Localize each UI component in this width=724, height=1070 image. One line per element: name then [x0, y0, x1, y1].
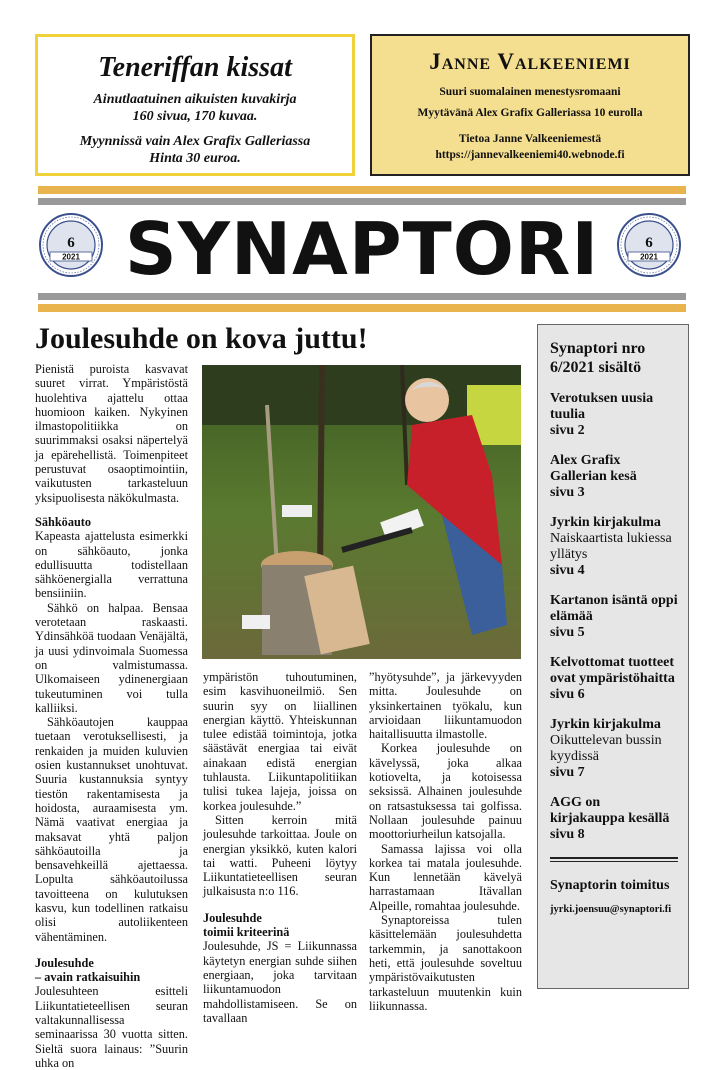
seal-right-icon: [616, 212, 682, 278]
article-column-1: [35, 362, 188, 1070]
paragraph: ”hyötysuhde”, ja järkevyyden mitta. Joulesuhde on yksinkertainen työkalu, kun arvioidaan liikuntamuodon haitallisuutta ilmastolle.: [369, 670, 522, 742]
sidebar-toimitus: Synaptorin toimitus: [550, 878, 670, 893]
contents-item-sub: Oikuttelevan bussin kyydissä: [550, 733, 662, 764]
ad-right-line2: Myytävänä Alex Grafix Galleriassa 10 eurolla: [417, 107, 643, 119]
contents-item-page-3[interactable]: [550, 453, 678, 501]
paragraph: ympäristön tuhoutuminen, esim kasvihuoneilmiö. Sen suurin syy on liiallinen energian käyttö. Yhteiskunnan tulee edistää toimintoja, jotka säästävät energiaa tai eivät ainakaan edistä energian tuhlausta. Liikuntapolitiikan tulisi tukea lajeja, joissa on korkea joulesuhde.”: [203, 670, 357, 813]
contents-item-page: sivu 5: [550, 625, 585, 640]
seal-right-year: 2021: [640, 252, 658, 262]
paragraph: Joulesuhteen esitteli Liikuntatieteellisen seuran valtakunnallisessa seminaarissa 30 vuotta sitten. Sieltä suora lainaus: ”Suurin uhka on: [35, 984, 188, 1070]
contents-item-page: sivu 3: [550, 485, 585, 500]
seal-left-year: 2021: [62, 252, 80, 262]
seal-right-number: 6: [645, 235, 653, 251]
contents-item-head: Jyrkin kirjakulma: [550, 717, 661, 732]
ad-teneriffan-kissat: [35, 34, 355, 176]
article-column-2: [203, 670, 357, 1025]
wood-chopping-photo-icon: [202, 365, 521, 659]
subheading-sahkoauto: Sähköauto: [35, 514, 92, 529]
contents-item-head: Verotuksen uusia tuulia: [550, 391, 654, 422]
stripe-gold-bottom: [38, 304, 686, 312]
paragraph: Sähköautojen kauppaa tuetaan verotuksellisesti, ja renkaiden ja muiden kuluvien osien kustannukset unohtuvat. Suuria kustannuksia syntyy tiestön rakentamisesta ja hoidosta, auraamisesta ym. Nämä vaativat energiaa ja maksavat yhtä paljon sähköautoilla ja bensavehkeillä ajettaessa. Lopulta sähköautoilussa tavoitteena on kulutuksen kasvu, kun todellinen ratkaisu olisi autoliikenteen vähentäminen.: [35, 715, 188, 944]
ad-left-line2: 160 sivua, 170 kuvaa.: [132, 109, 258, 124]
contents-item-page-6[interactable]: [550, 655, 678, 703]
paragraph: Kapeasta ajattelusta esimerkki on sähköauto, jonka edullisuutta todistellaan sähköenergialla verrattuna bensiiniin.: [35, 529, 188, 601]
paragraph: Korkea joulesuhde on kävelyssä, joka alkaa kotiovelta, ja kotoisessa seksissä. Alhainen joulesuhde on ratsastuksessa tai golfissa. Nollaan joulesuhde painuu moottoriurheilun katsojalla.: [369, 741, 522, 842]
stripe-gray-bottom: [38, 293, 686, 300]
sidebar-email-link[interactable]: jyrki.joensuu@synaptori.fi: [550, 904, 672, 915]
ad-left-line1: Ainutlaatuinen aikuisten kuvakirja: [93, 92, 297, 107]
contents-item-page-2[interactable]: [550, 391, 678, 439]
paragraph: Synaptoreissa tulen käsittelemään joulesuhdetta tarkemmin, ja sanottakoon heti, että joulesuhde soveltuu ympäristövaikutusten tarkasteluun muutenkin kuin liikunnassa.: [369, 913, 522, 1013]
ad-right-link[interactable]: https://jannevalkeeniemi40.webnode.fi: [435, 149, 625, 161]
subheading-line: Joulesuhde: [203, 910, 262, 925]
contents-item-page-4[interactable]: [550, 515, 678, 579]
sidebar-title: Synaptori nro 6/2021 sisältö: [550, 340, 646, 376]
contents-item-head: Jyrkin kirjakulma: [550, 515, 661, 530]
seal-left-icon: [38, 212, 104, 278]
contents-item-page: sivu 2: [550, 423, 585, 438]
contents-item-page: sivu 8: [550, 827, 585, 842]
masthead-title: SYNAPTORI: [124, 207, 600, 291]
subheading-line: Joulesuhde: [35, 955, 94, 970]
ad-janne-valkeeniemi: [370, 34, 690, 176]
subheading-kriteerina: [203, 911, 357, 940]
stripe-gray-top: [38, 198, 686, 205]
contents-item-page-8[interactable]: [550, 795, 678, 843]
paragraph: Sähkö on halpaa. Bensaa verotetaan raskaasti. Ydinsähköä tuodaan Venäjältä, ja uusi ydinvoimala Suomessa on valmistumassa. Ulkomaiseen ydinenergiaan tukeutuminen voi tulla kalliiksi.: [35, 600, 188, 715]
paragraph: Joulesuhde, JS = Liikunnassa käytetyn energian suhde siihen energiaan, joka tarvitaan liikuntamuodon mahdollistamiseen. Se on tavallaan: [203, 939, 357, 1025]
contents-item-page: sivu 6: [550, 687, 585, 702]
stripe-gold-top: [38, 186, 686, 194]
ad-left-line3: Myynnissä vain Alex Grafix Galleriassa: [79, 134, 311, 149]
contents-item-page-5[interactable]: [550, 593, 678, 641]
contents-item-page: sivu 7: [550, 765, 585, 780]
subheading-line: toimii kriteerinä: [203, 925, 290, 940]
subheading-joulesuhde: [35, 956, 188, 985]
article-headline: Joulesuhde on kova juttu!: [35, 322, 368, 355]
paragraph: Samassa lajissa voi olla korkea tai matala joulesuhde. Kun lennetään kävelyä harrastamaan Itävallan Alpeille, romahtaa joulesuhde.: [369, 841, 522, 913]
ad-right-title: Janne Valkeeniemi: [429, 49, 631, 74]
subheading-line: – avain ratkaisuihin: [35, 970, 141, 985]
seal-left-number: 6: [67, 235, 75, 251]
sidebar-divider: [550, 857, 678, 859]
contents-item-head: Alex Grafix Gallerian kesä: [550, 453, 637, 484]
article-photo: [202, 365, 521, 659]
paragraph: Pienistä puroista kasvavat suuret virrat. Ympäristöstä huolehtiva ajattelu ottaa huomioon kaiken. Nykyinen ilmastopolitiikka on suurimmaksi osaksi näpertelyä ja epärehellistä. Toimenpiteet perustuvat osaoptimointiin, vaikutusten tarkasteluun yksipuolisesta näkökulmasta.: [35, 362, 188, 505]
contents-item-head: Kartanon isäntä oppi elämää: [550, 593, 678, 624]
contents-item-page-7[interactable]: [550, 717, 678, 781]
sidebar-divider: [550, 861, 678, 862]
contents-sidebar: [537, 324, 689, 989]
contents-item-sub: Naiskaartista lukiessa yllätys: [550, 531, 672, 562]
article-column-3: [369, 670, 522, 1013]
contents-item-page: sivu 4: [550, 563, 585, 578]
ad-right-line3: Tietoa Janne Valkeeniemestä: [458, 133, 602, 145]
ad-left-title: Teneriffan kissat: [98, 52, 292, 83]
contents-item-head: AGG on kirjakauppa kesällä: [550, 795, 670, 826]
paragraph: Sitten kerroin mitä joulesuhde tarkoittaa. Joule on energian yksikkö, kuten kalori tai watti. Puheeni löytyy Liikuntatieteellisen seuran julkaisusta n:o 116.: [203, 812, 357, 899]
ad-left-line4: Hinta 30 euroa.: [149, 151, 241, 166]
ad-right-line1: Suuri suomalainen menestysromaani: [439, 86, 621, 98]
contents-item-head: Kelvottomat tuotteet ovat ympäristöhaitta: [550, 655, 675, 686]
